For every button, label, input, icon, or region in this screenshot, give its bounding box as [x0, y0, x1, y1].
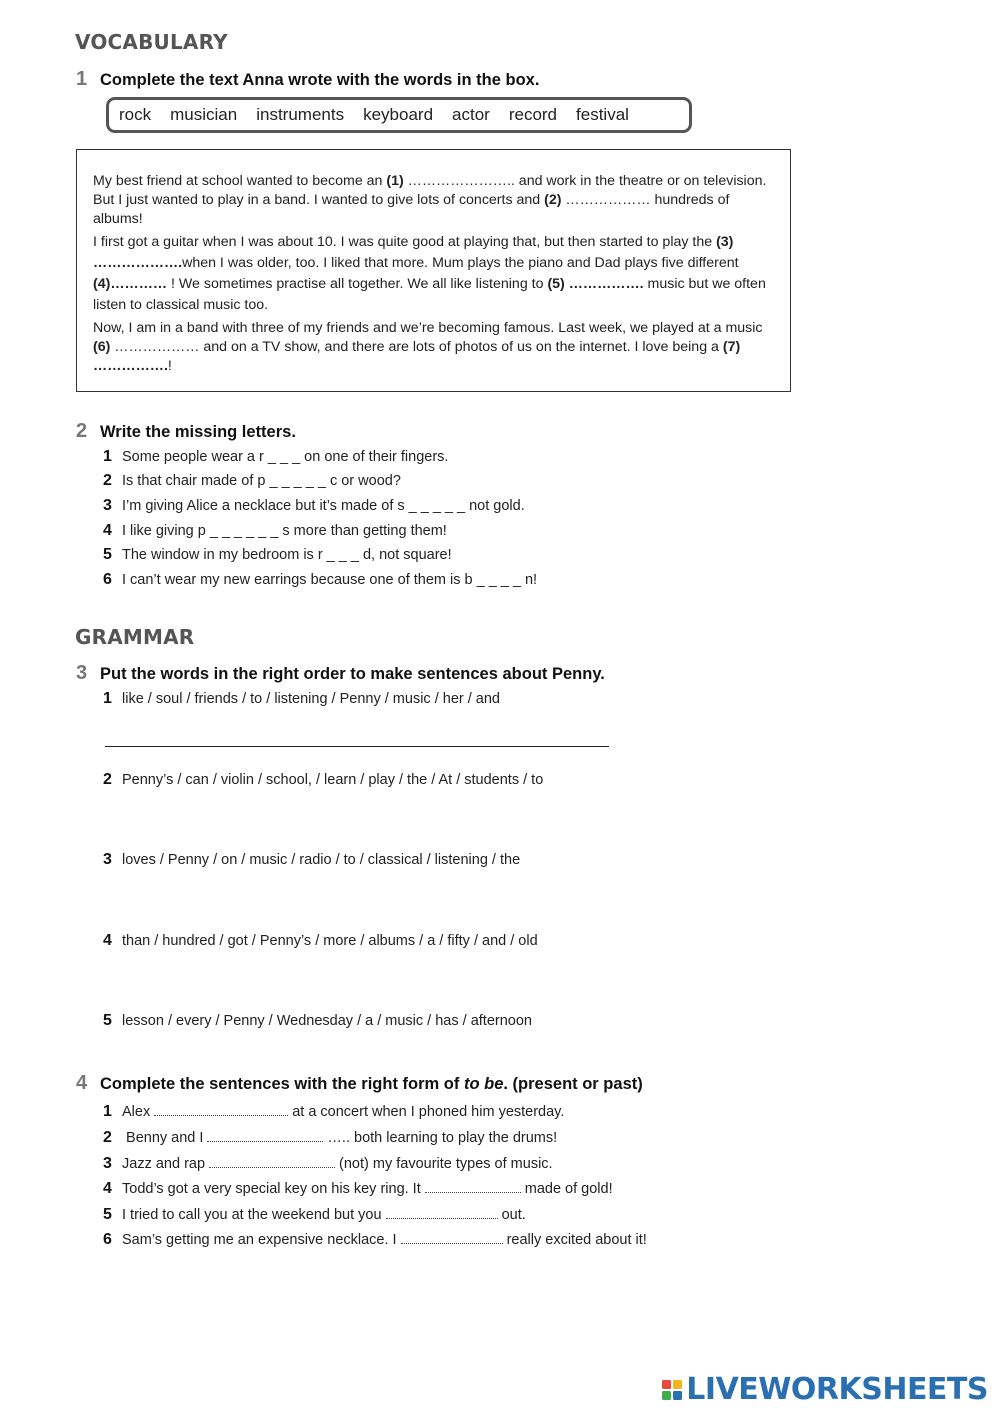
ex3-item	[103, 690, 500, 708]
liveworksheets-logo	[662, 1372, 988, 1407]
answer-blank[interactable]	[425, 1180, 521, 1193]
item-number: 1	[103, 448, 112, 465]
gap-3-number[interactable]: (3) ……………….	[93, 234, 734, 271]
item-text-after: (not) my favourite types of music.	[339, 1156, 553, 1172]
item-text-after: at a concert when I phoned him yesterday.	[292, 1104, 565, 1120]
answer-blank[interactable]	[207, 1129, 323, 1142]
item-text: I’m giving Alice a necklace but it’s made of s _ _ _ _ _ not gold.	[122, 498, 525, 514]
heading-part: Complete the sentences with the right form of	[100, 1075, 464, 1093]
item-text-before: Benny and I	[122, 1130, 204, 1146]
text-span: Now, I am in a band with three of my friends and we’re becoming famous. Last week, we played at a music	[93, 320, 763, 336]
gap-6-number[interactable]: (6)	[93, 339, 111, 355]
exercise-1-number: 1	[76, 68, 88, 90]
word-box-item: instruments	[256, 105, 345, 124]
gap-4-number[interactable]: (4)…………	[93, 276, 168, 292]
item-text: than / hundred / got / Penny’s / more / albums / a / fifty / and / old	[122, 933, 538, 949]
ex3-item	[103, 771, 543, 789]
text-span: when I was older, too. I liked that more. Mum plays the piano and Dad plays five different	[182, 255, 739, 271]
logo-square	[673, 1391, 682, 1400]
heading-part: . (present or past)	[503, 1075, 643, 1093]
item-number: 6	[103, 571, 112, 588]
ex4-item	[103, 1231, 647, 1249]
item-number: 4	[103, 522, 112, 539]
logo-square	[673, 1380, 682, 1389]
ex4-item	[103, 1206, 526, 1224]
text-span: ! We sometimes practise all together. We all like listening to	[167, 276, 548, 292]
item-number: 3	[103, 497, 112, 514]
item-text: like / soul / friends / to / listening / Penny / music / her / and	[122, 691, 500, 707]
logo-text: LIVEWORKSHEETS	[686, 1372, 988, 1407]
item-number: 3	[103, 1155, 112, 1172]
answer-blank[interactable]	[209, 1155, 335, 1168]
logo-square	[662, 1380, 671, 1389]
item-number: 6	[103, 1231, 112, 1248]
gap-1-number[interactable]: (1)	[386, 173, 404, 189]
exercise-2-number: 2	[76, 420, 88, 442]
text-span: !	[167, 358, 172, 374]
text-span: My best friend at school wanted to become an	[93, 173, 387, 189]
logo-square	[662, 1391, 671, 1400]
text-paragraph-3	[93, 319, 774, 376]
item-text: lesson / every / Penny / Wednesday / a / music / has / afternoon	[122, 1013, 532, 1029]
exercise-4-heading	[100, 1075, 643, 1094]
item-text-before: Todd’s got a very special key on his key ring. It	[122, 1181, 421, 1197]
item-text: I can’t wear my new earrings because one of them is b _ _ _ _ n!	[122, 572, 538, 588]
section-title-vocabulary: VOCABULARY	[75, 30, 228, 54]
text-paragraph-1	[93, 172, 774, 229]
item-text-before: Sam’s getting me an expensive necklace. I	[122, 1232, 397, 1248]
ex4-item	[103, 1155, 553, 1173]
answer-blank[interactable]	[154, 1103, 288, 1116]
text-span: ………………….. and work in the theatre or on television. But I just wanted to play in a band. I wanted to give lots of concerts and	[93, 173, 767, 208]
answer-line[interactable]	[105, 746, 609, 747]
word-box-item: rock	[119, 105, 152, 124]
item-number: 4	[103, 932, 112, 949]
ex3-item	[103, 851, 520, 869]
item-text-before: Alex	[122, 1104, 151, 1120]
word-box-item: keyboard	[363, 105, 434, 124]
ex2-item[interactable]	[103, 571, 537, 589]
answer-blank[interactable]	[401, 1231, 503, 1244]
exercise-1-heading: Complete the text Anna wrote with the words in the box.	[100, 71, 540, 89]
heading-emphasis: to be	[463, 1075, 504, 1093]
word-box-item: actor	[452, 105, 490, 124]
word-box	[106, 97, 692, 133]
item-number: 5	[103, 1012, 112, 1029]
item-number: 5	[103, 546, 112, 563]
text-span: ……………… hundreds of albums!	[93, 192, 730, 227]
item-text: loves / Penny / on / music / radio / to / classical / listening / the	[122, 852, 521, 868]
item-number: 3	[103, 851, 112, 868]
item-number: 5	[103, 1206, 112, 1223]
item-text: I like giving p _ _ _ _ _ _ s more than getting them!	[122, 523, 447, 539]
item-text-after: really excited about it!	[506, 1232, 647, 1248]
text-span: music but we often listen to classical music too.	[93, 276, 766, 313]
item-number: 1	[103, 690, 112, 707]
exercise-3-number: 3	[76, 662, 88, 684]
item-text: Is that chair made of p _ _ _ _ _ c or wood?	[122, 473, 401, 489]
gap-2-number[interactable]: (2)	[544, 192, 562, 208]
section-title-grammar: GRAMMAR	[75, 625, 195, 649]
item-text: Penny’s / can / violin / school, / learn / play / the / At / students / to	[122, 772, 544, 788]
word-box-item: festival	[576, 105, 629, 124]
exercise-2-heading: Write the missing letters.	[100, 423, 296, 441]
gap-7-number[interactable]: (7) …………….	[93, 339, 741, 374]
ex4-item	[103, 1180, 613, 1198]
item-text-after: out.	[501, 1207, 526, 1223]
ex3-item	[103, 1012, 532, 1030]
ex2-item[interactable]	[103, 522, 447, 540]
ex3-item	[103, 932, 538, 950]
ex2-item[interactable]	[103, 497, 525, 515]
item-text-after: ….. both learning to play the drums!	[327, 1130, 558, 1146]
ex4-item	[103, 1103, 564, 1121]
item-number: 2	[103, 771, 112, 788]
item-number: 1	[103, 1103, 112, 1120]
logo-mark-icon	[662, 1380, 682, 1400]
ex2-item[interactable]	[103, 546, 452, 564]
word-box-item: record	[508, 105, 558, 124]
text-paragraph-2	[93, 232, 774, 316]
word-box-item: musician	[170, 105, 238, 124]
item-text: Some people wear a r _ _ _ on one of their fingers.	[122, 449, 449, 465]
gap-5-number[interactable]: (5) …………….	[547, 276, 644, 292]
item-text-before: Jazz and rap	[122, 1156, 206, 1172]
anna-text-box	[76, 149, 791, 392]
item-number: 2	[103, 472, 112, 489]
item-text-after: made of gold!	[524, 1181, 613, 1197]
text-span: I first got a guitar when I was about 10. I was quite good at playing that, but then started to play the	[93, 234, 717, 250]
answer-blank[interactable]	[386, 1206, 498, 1219]
exercise-4-number: 4	[76, 1072, 88, 1094]
text-span: ……………… and on a TV show, and there are lots of photos of us on the internet. I love being a	[110, 339, 723, 355]
item-number: 4	[103, 1180, 112, 1197]
ex2-item[interactable]	[103, 472, 401, 490]
item-text: The window in my bedroom is r _ _ _ d, not square!	[122, 547, 452, 563]
item-number: 2	[103, 1129, 112, 1146]
ex2-item[interactable]	[103, 448, 448, 466]
exercise-3-heading: Put the words in the right order to make sentences about Penny.	[100, 665, 605, 683]
item-text-before: I tried to call you at the weekend but you	[122, 1207, 382, 1223]
ex4-item	[103, 1129, 557, 1147]
